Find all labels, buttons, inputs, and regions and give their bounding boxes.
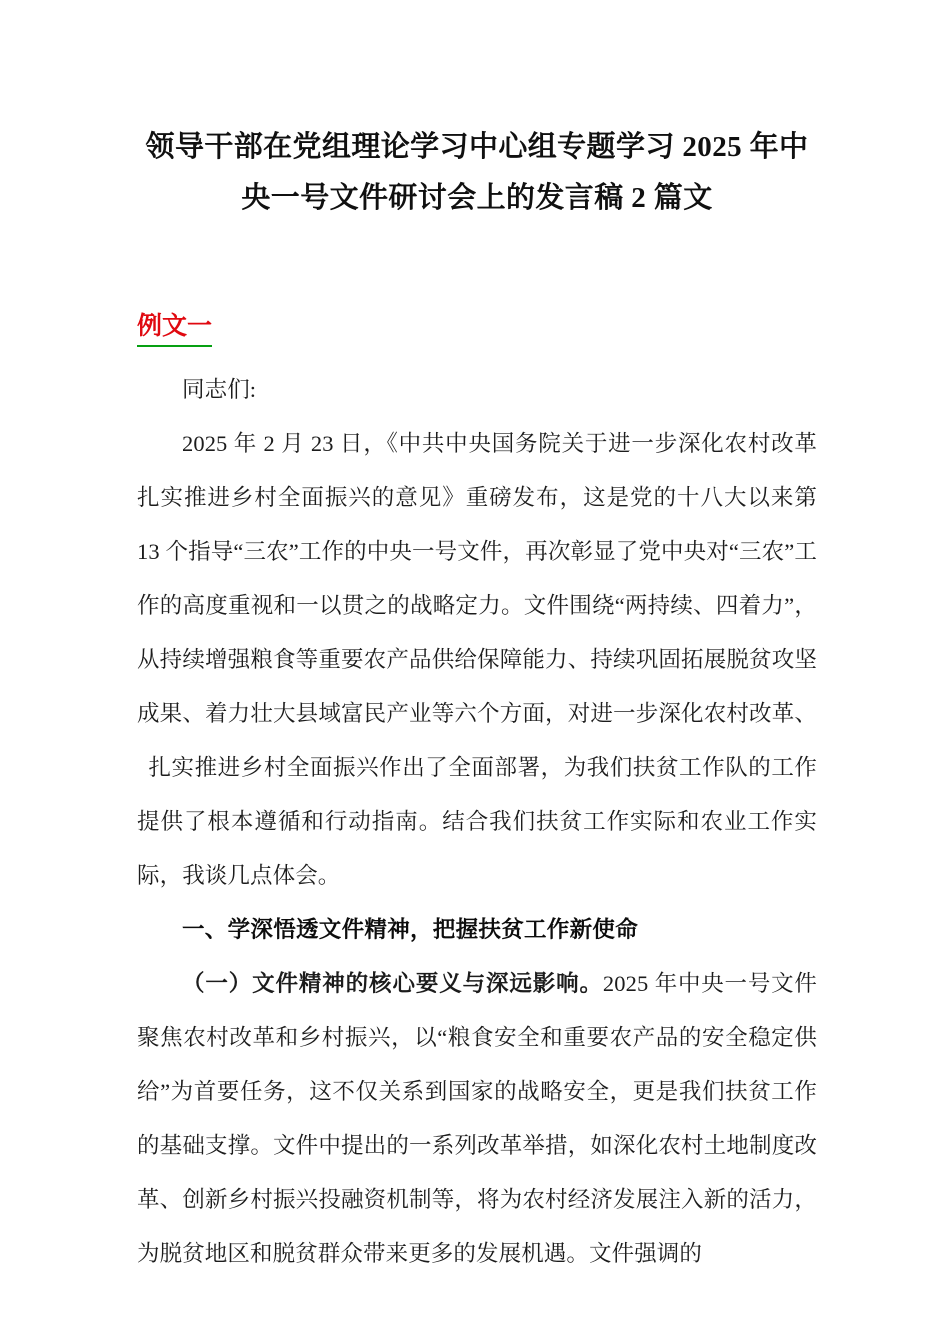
section-heading-1: 一、学深悟透文件精神，把握扶贫工作新使命 xyxy=(182,917,639,942)
example-heading-container xyxy=(137,310,817,350)
salutation: 同志们: xyxy=(182,377,257,402)
page-title xyxy=(137,0,817,224)
subsection-1-paragraph xyxy=(137,957,817,1281)
paragraph-opening-part-1: 2025 年 2 月 23 日，《中共中央国务院关于进一步深化农村改革扎实推进乡村全面振兴的意见》重磅发布，这是党的十八大以来第 13 个指导“三农”工作的中央一号文件，再次彰显了党中央对“三农”工作的高度重视和一以贯之的战略定力。文件围绕“两持续、四着力”，从持续增强粮食等重要农产品供给保障能力、持续巩固拓展脱贫攻坚成果、着力壮大县域富民产业等六个方面，对进一步深化农村改革、 xyxy=(137,431,817,726)
page-title-line-2: 央一号文件研讨会上的发言稿 2 篇文 xyxy=(241,182,713,214)
paragraph-opening-part-2: 扎实推进乡村全面振兴作出了全面部署，为我们扶贫工作队的工作提供了根本遵循和行动指南。结合我们扶贫工作实际和农业工作实际，我谈几点体会。 xyxy=(137,755,817,888)
page-content xyxy=(137,0,817,1281)
page-title-line-1: 领导干部在党组理论学习中心组专题学习 2025 年中 xyxy=(145,131,809,163)
paragraph-opening xyxy=(137,417,817,903)
subsection-1-body: 2025 年中央一号文件聚焦农村改革和乡村振兴，以“粮食安全和重要农产品的安全稳定供给”为首要任务，这不仅关系到国家的战略安全，更是我们扶贫工作的基础支撑。文件中提出的一系列改革举措，如深化农村土地制度改革、创新乡村振兴投融资机制等，将为农村经济发展注入新的活力，为脱贫地区和脱贫群众带来更多的发展机遇。文件强调的 xyxy=(137,971,817,1266)
subsection-1-heading: （一）文件精神的核心要义与深远影响。 xyxy=(182,971,603,996)
example-heading: 例文一 xyxy=(137,310,212,347)
